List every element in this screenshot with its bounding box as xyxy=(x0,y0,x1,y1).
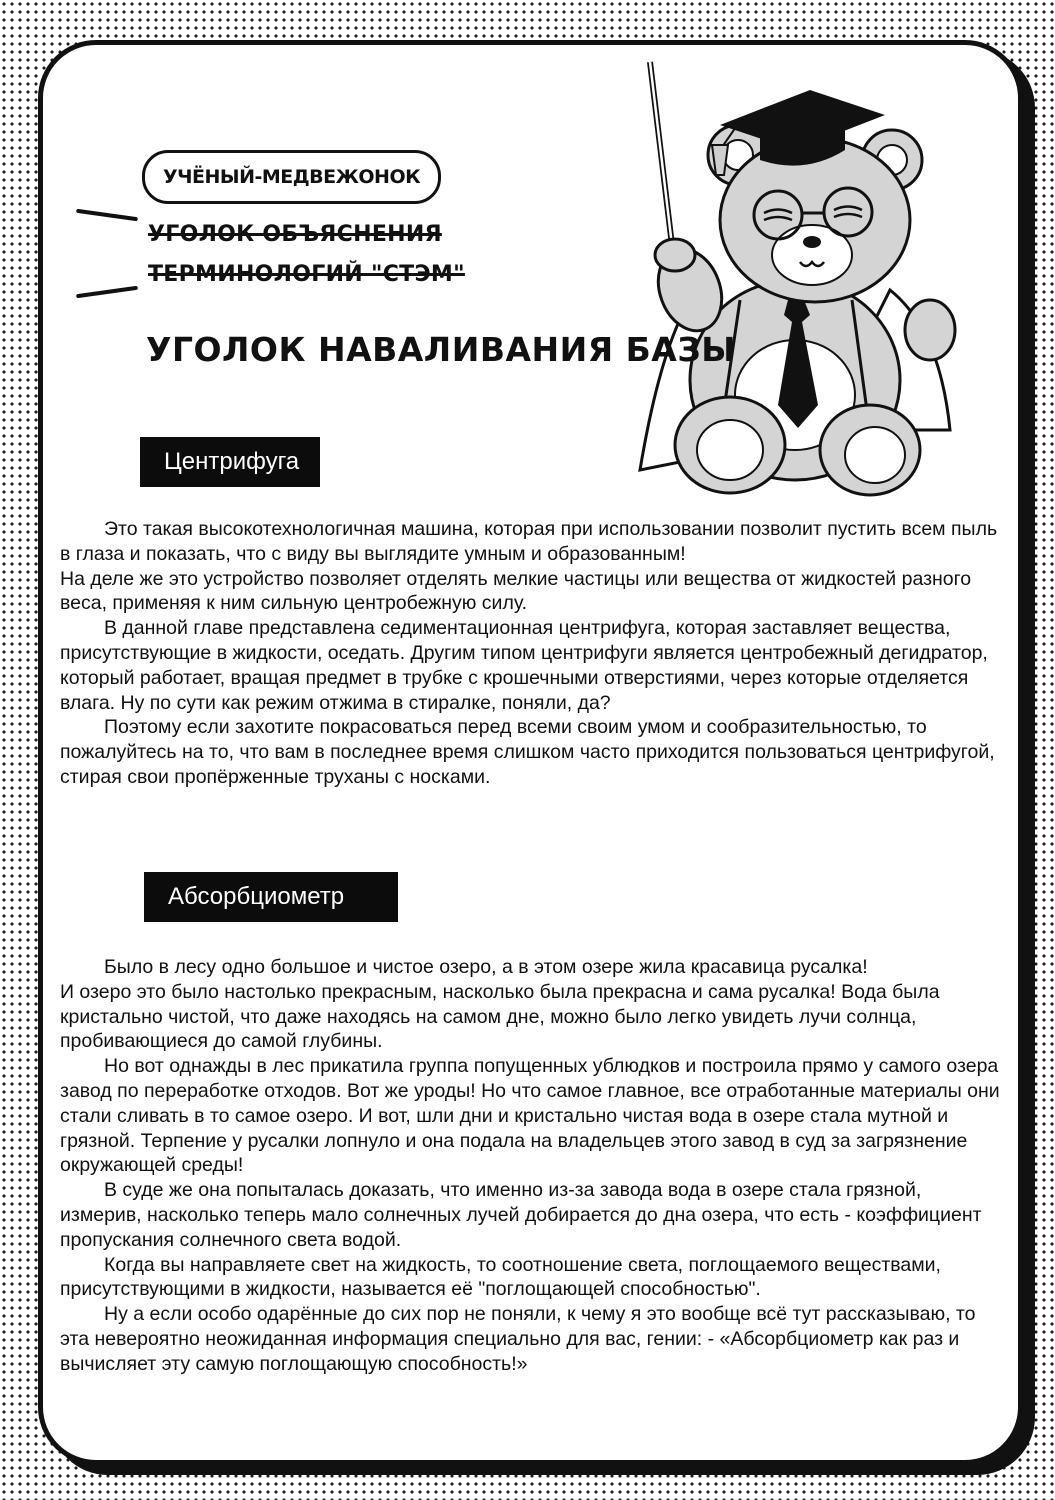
section-heading-absorptiometer: Абсорбциометр xyxy=(144,872,398,922)
paragraph: Было в лесу одно большое и чистое озеро, а в этом озере жила красавица русалка! xyxy=(104,956,868,978)
bear-professor-illustration xyxy=(620,50,960,500)
series-tag: УЧЁНЫЙ-МЕДВЕЖОНОК xyxy=(142,150,441,204)
section-body-centrifuge xyxy=(60,517,1000,790)
section-body-absorptiometer xyxy=(60,955,1000,1377)
crossed-out-title-line1: УГОЛОК ОБЪЯСНЕНИЯ xyxy=(148,222,442,247)
paragraph: Но вот однажды в лес прикатила группа попущенных ублюдков и построила прямо у самого озера завод по переработке отходов. Вот же уроды! Но что самое главное, все отработанные материалы они стали сливать в то самое озеро. И вот, шли дни и кристально чистая вода в озере стала мутной и грязной. Терпение у русалки лопнуло и она подала на владельцев этого завод в суд за загрязнение окружающей среды! xyxy=(60,1055,1000,1177)
paragraph: И озеро это было настолько прекрасным, насколько была прекрасна и сама русалка! Вода была кристально чистой, что даже находясь на самом дне, можно было легко увидеть лучи солнца, пробивающиеся до самой глубины. xyxy=(60,980,940,1053)
paragraph: В данной главе представлена седиментационная центрифуга, которая заставляет вещества, присутствующие в жидкости, оседать. Другим типом центрифуги является центробежный дегидратор, который работает, вращая предмет в трубке с крошечными отверстиями, через которые отделяется влага. Ну по сути как режим отжима в стиралке, поняли, да? xyxy=(60,617,988,714)
paragraph: Поэтому если захотите покрасоваться перед всеми своим умом и сообразительностью, то пожалуйтесь на то, что вам в последнее время слишком часто приходится пользоваться центрифугой, стирая свои пропёрженные труханы с носками. xyxy=(60,716,995,788)
paragraph: Это такая высокотехнологичная машина, которая при использовании позволит пустить всем пыль в глаза и показать, что с виду вы выглядите умным и образованным! xyxy=(60,518,998,565)
paragraph: На деле же это устройство позволяет отделять мелкие частицы или вещества от жидкостей разного веса, применяя к ним сильную центробежную силу. xyxy=(60,567,972,615)
section-heading-centrifuge: Центрифуга xyxy=(140,437,320,487)
crossed-out-title-line2: ТЕРМИНОЛОГИЙ "СТЭМ" xyxy=(148,262,465,287)
paragraph: Ну а если особо одарённые до сих пор не поняли, к чему я это вообще всё тут рассказываю, то эта невероятно неожиданная информация специально для вас, гении: - «Абсорбциометр как раз и вычисляет эту самую поглощающую способность!» xyxy=(60,1303,976,1375)
page-title: УГОЛОК НАВАЛИВАНИЯ БАЗЫ xyxy=(146,330,736,369)
paragraph: Когда вы направляете свет на жидкость, то соотношение света, поглощаемого веществами, присутствующими в жидкости, называется её "поглощающей способностью". xyxy=(60,1253,941,1301)
paragraph: В суде же она попыталась доказать, что именно из-за завода вода в озере стала грязной, измерив, насколько теперь мало солнечных лучей добирается до дна озера, что есть - коэффициент пропускания солнечного света водой. xyxy=(60,1179,982,1251)
